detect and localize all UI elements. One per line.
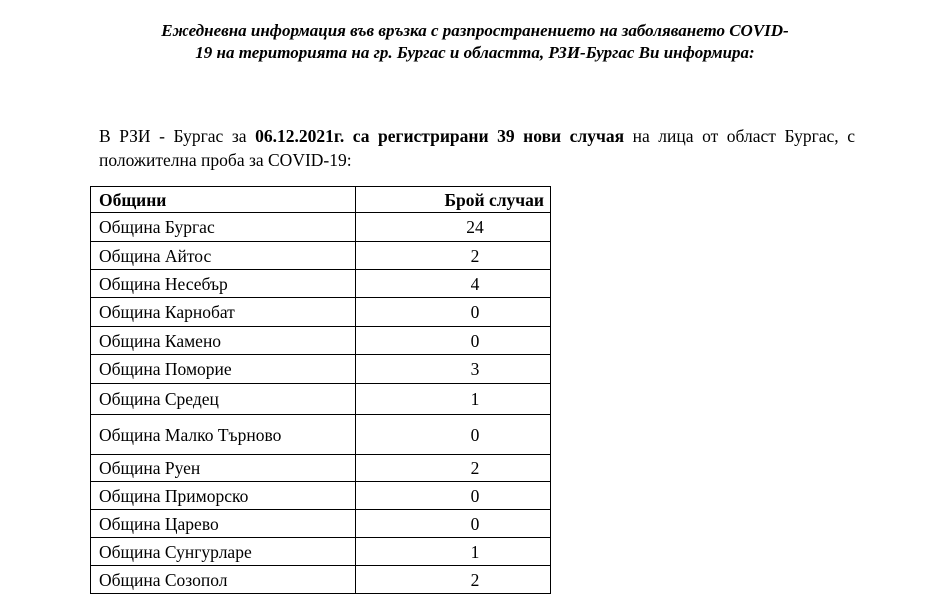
case-count: 3 <box>356 355 551 384</box>
table-row <box>91 482 551 510</box>
case-count: 0 <box>356 298 551 327</box>
municipality-name: Община Приморско <box>91 482 356 510</box>
table-row <box>91 298 551 327</box>
municipality-name: Община Сунгурларе <box>91 538 356 566</box>
case-count: 4 <box>356 270 551 298</box>
municipality-name: Община Айтос <box>91 242 356 270</box>
case-count: 2 <box>356 455 551 482</box>
table-row <box>91 538 551 566</box>
intro-date-count: 06.12.2021г. са регистрирани 39 нови случая <box>255 126 625 146</box>
intro-text-end: на лица от област Бургас, с положителна проба за COVID-19: <box>99 126 855 170</box>
header-count: Брой случаи <box>356 187 551 213</box>
case-count: 0 <box>356 327 551 355</box>
case-count: 0 <box>356 510 551 538</box>
intro-paragraph <box>99 124 855 172</box>
document-heading <box>95 20 855 64</box>
table-row <box>91 415 551 455</box>
heading-line-1: Ежедневна информация във връзка с разпространението на заболяването COVID- <box>161 21 789 40</box>
case-count: 2 <box>356 566 551 594</box>
municipality-name: Община Камено <box>91 327 356 355</box>
table-row <box>91 455 551 482</box>
municipality-name: Община Поморие <box>91 355 356 384</box>
municipality-name: Община Карнобат <box>91 298 356 327</box>
intro-text-start: В РЗИ - Бургас за <box>99 126 256 146</box>
municipality-name: Община Несебър <box>91 270 356 298</box>
table-row <box>91 242 551 270</box>
municipality-name: Община Малко Търново <box>91 415 356 455</box>
municipality-name: Община Руен <box>91 455 356 482</box>
case-count: 1 <box>356 538 551 566</box>
table-row <box>91 213 551 242</box>
case-count: 2 <box>356 242 551 270</box>
table-row <box>91 566 551 594</box>
case-count: 24 <box>356 213 551 242</box>
table-header-row <box>91 187 551 213</box>
table-row <box>91 355 551 384</box>
cases-table <box>90 186 551 594</box>
case-count: 0 <box>356 415 551 455</box>
table-row <box>91 327 551 355</box>
header-municipality: Общини <box>91 187 356 213</box>
municipality-name: Община Бургас <box>91 213 356 242</box>
municipality-name: Община Средец <box>91 384 356 415</box>
case-count: 0 <box>356 482 551 510</box>
table-row <box>91 270 551 298</box>
case-count: 1 <box>356 384 551 415</box>
municipality-name: Община Созопол <box>91 566 356 594</box>
heading-line-2: 19 на територията на гр. Бургас и областта, РЗИ-Бургас Ви информира: <box>195 43 755 62</box>
table-row <box>91 510 551 538</box>
table-row <box>91 384 551 415</box>
municipality-name: Община Царево <box>91 510 356 538</box>
